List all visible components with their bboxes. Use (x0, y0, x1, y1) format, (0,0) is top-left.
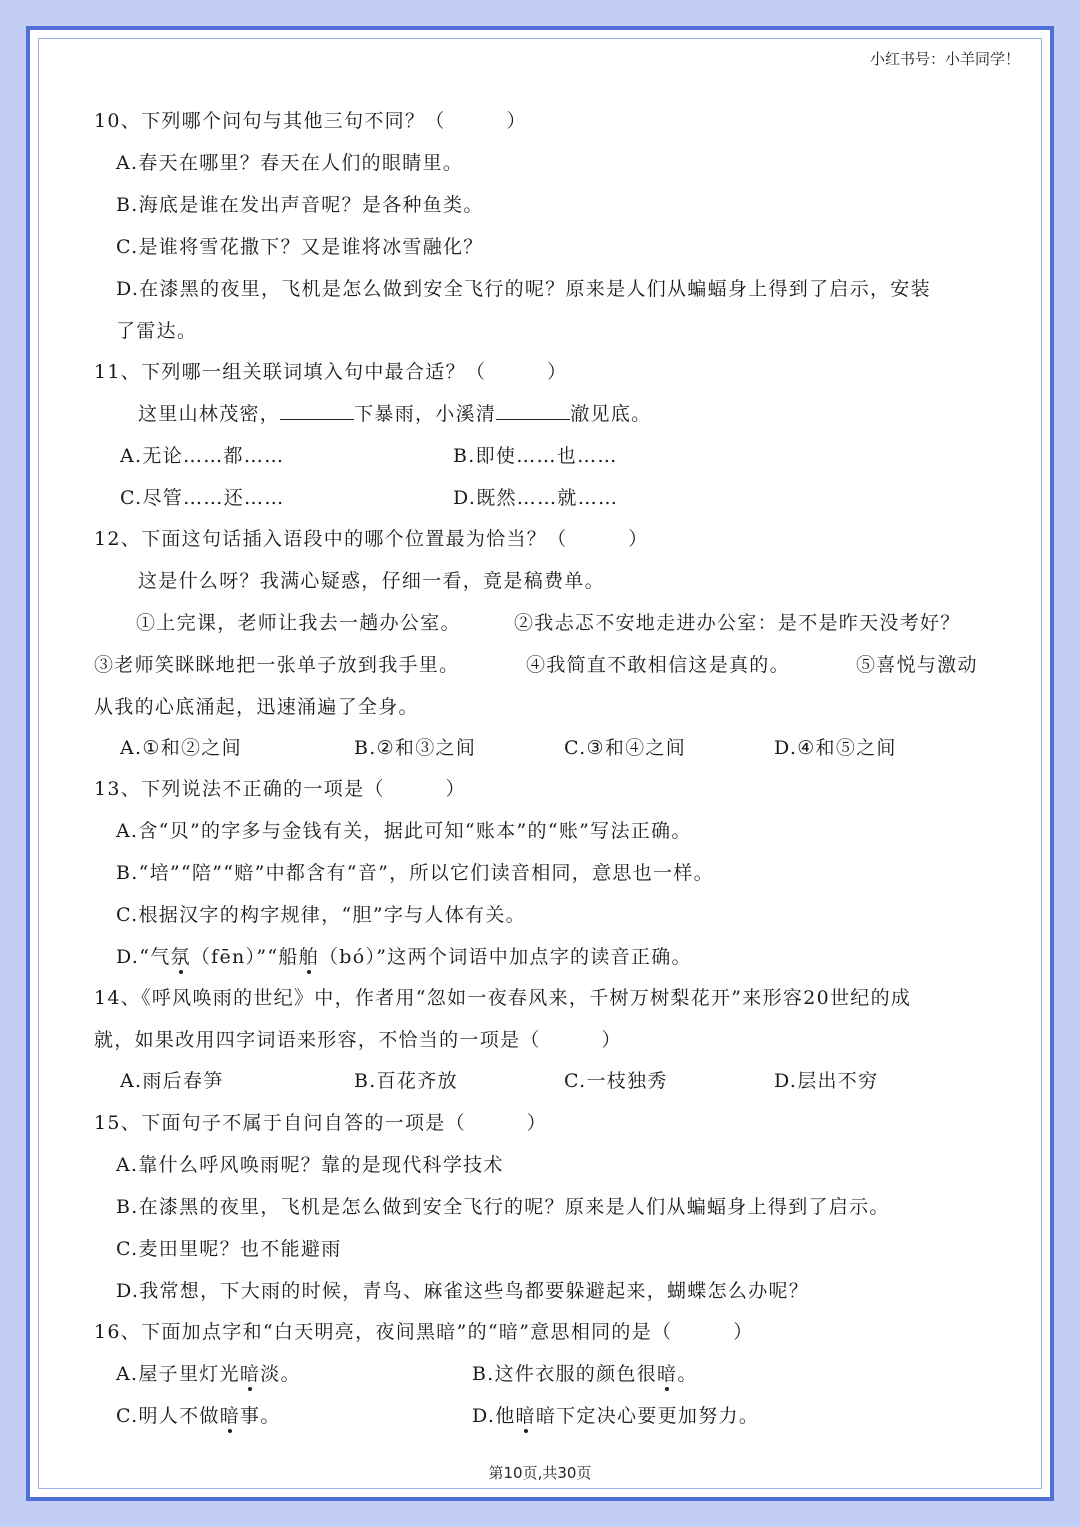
question-10-option-a: A.春天在哪里？春天在人们的眼睛里。 (116, 152, 464, 174)
passage-item-3: ③老师笑眯眯地把一张单子放到我手里。 (94, 654, 460, 676)
option-b-text-2: 。 (677, 1363, 698, 1385)
option-d-text-1: D.“气 (116, 946, 171, 968)
question-10-option-d-cont: 了雷达。 (116, 320, 198, 342)
question-10-option-b: B.海底是谁在发出声音呢？是各种鱼类。 (116, 194, 484, 216)
page-number: 第10页,共30页 (488, 1464, 592, 1482)
question-12-option-a: A.①和②之间 (120, 737, 242, 759)
fill-blank-2 (496, 401, 570, 420)
fill-blank-1 (280, 401, 354, 420)
question-13-option-b: B.“培”“陪”“赔”中都含有“音”，所以它们读音相同，意思也一样。 (116, 862, 714, 884)
question-11-option-c: C.尽管……还…… (120, 487, 285, 509)
question-12-sentence: 这是什么呀？我满心疑惑，仔细一看，竟是稿费单。 (138, 570, 605, 592)
question-15-option-b: B.在漆黑的夜里，飞机是怎么做到安全飞行的呢？原来是人们从蝙蝠身上得到了启示。 (116, 1196, 890, 1218)
dotted-char-a: 暗 (239, 1363, 261, 1385)
option-b-text-1: B.这件衣服的颜色很 (472, 1363, 658, 1385)
passage-item-1: ①上完课，老师让我去一趟办公室。 (136, 612, 461, 634)
option-d-text-2: 暗下定决心要更加努力。 (535, 1405, 760, 1427)
question-14-option-a: A.雨后春笋 (120, 1070, 224, 1092)
question-11-option-b: B.即使……也…… (453, 445, 618, 467)
dotted-char-c: 暗 (219, 1405, 241, 1427)
option-a-text-1: A.屋子里灯光 (116, 1363, 240, 1385)
option-d-text-1: D.他 (472, 1405, 516, 1427)
question-12-stem: 12、下面这句话插入语段中的哪个位置最为恰当？（ ） (94, 528, 649, 550)
question-16-option-b (472, 1361, 698, 1387)
passage-item-2: ②我忐忑不安地走进办公室：是不是昨天没考好？ (514, 612, 961, 634)
question-11-option-a: A.无论……都…… (120, 445, 285, 467)
question-12-option-b: B.②和③之间 (354, 737, 477, 759)
question-11-sentence (138, 401, 651, 427)
question-13-stem: 13、下列说法不正确的一项是（ ） (94, 778, 466, 800)
question-14-option-d: D.层出不穷 (774, 1070, 879, 1092)
question-16-option-a (116, 1361, 301, 1387)
question-10-stem: 10、下列哪个问句与其他三句不同？（ ） (94, 110, 527, 132)
question-15-stem: 15、下面句子不属于自问自答的一项是（ ） (94, 1112, 548, 1134)
question-15-option-c: C.麦田里呢？也不能避雨 (116, 1238, 342, 1260)
sentence-part-2: 下暴雨，小溪清 (354, 403, 497, 425)
question-11-stem: 11、下列哪一组关联词填入句中最合适？（ ） (94, 361, 568, 383)
question-15-option-d: D.我常想，下大雨的时候，青鸟、麻雀这些鸟都要躲避起来，蝴蝶怎么办呢？ (116, 1280, 810, 1302)
question-10-option-c: C.是谁将雪花撒下？又是谁将冰雪融化？ (116, 236, 484, 258)
sentence-part-3: 澈见底。 (570, 403, 652, 425)
watermark: 小红书号：小羊同学！ (869, 50, 1020, 68)
question-11-option-d: D.既然……就…… (453, 487, 619, 509)
question-16-option-d (472, 1403, 759, 1429)
passage-item-4: ④我简直不敢相信这是真的。 (526, 654, 790, 676)
question-13-option-d (116, 944, 692, 970)
dotted-char-d: 暗 (515, 1405, 536, 1427)
question-16-stem: 16、下面加点字和“白天明亮，夜间黑暗”的“暗”意思相同的是（ ） (94, 1321, 754, 1343)
dotted-char-1: 氛 (170, 946, 191, 968)
question-14-option-c: C.一枝独秀 (564, 1070, 668, 1092)
question-14-stem-cont: 就，如果改用四字词语来形容，不恰当的一项是（ ） (94, 1029, 622, 1051)
passage-item-5: ⑤喜悦与激动 (856, 654, 978, 676)
option-c-text-1: C.明人不做 (116, 1405, 220, 1427)
option-d-text-3: （bó）”这两个词语中加点字的读音正确。 (318, 946, 692, 968)
question-14-option-b: B.百花齐放 (354, 1070, 458, 1092)
question-14-stem: 14、《呼风唤雨的世纪》中，作者用“忽如一夜春风来，千树万树梨花开”来形容20世纪的成 (94, 987, 912, 1009)
question-16-option-c (116, 1403, 281, 1429)
dotted-char-b: 暗 (657, 1363, 678, 1385)
question-12-option-d: D.④和⑤之间 (774, 737, 897, 759)
question-10-option-d: D.在漆黑的夜里，飞机是怎么做到安全飞行的呢？原来是人们从蝙蝠身上得到了启示，安装 (116, 278, 931, 300)
dotted-char-2: 舶 (298, 946, 319, 968)
question-13-option-a: A.含“贝”的字多与金钱有关，据此可知“账本”的“账”写法正确。 (116, 820, 692, 842)
option-c-text-2: 事。 (240, 1405, 281, 1427)
question-12-option-c: C.③和④之间 (564, 737, 687, 759)
worksheet-page (26, 26, 1054, 1501)
sentence-part-1: 这里山林茂密， (138, 403, 281, 425)
option-d-text-2: （fēn）”“船 (190, 946, 299, 968)
option-a-text-2: 淡。 (260, 1363, 301, 1385)
passage-item-5-cont: 从我的心底涌起，迅速涌遍了全身。 (94, 696, 419, 718)
question-13-option-c: C.根据汉字的构字规律，“胆”字与人体有关。 (116, 904, 526, 926)
question-15-option-a: A.靠什么呼风唤雨呢？靠的是现代科学技术 (116, 1154, 504, 1176)
